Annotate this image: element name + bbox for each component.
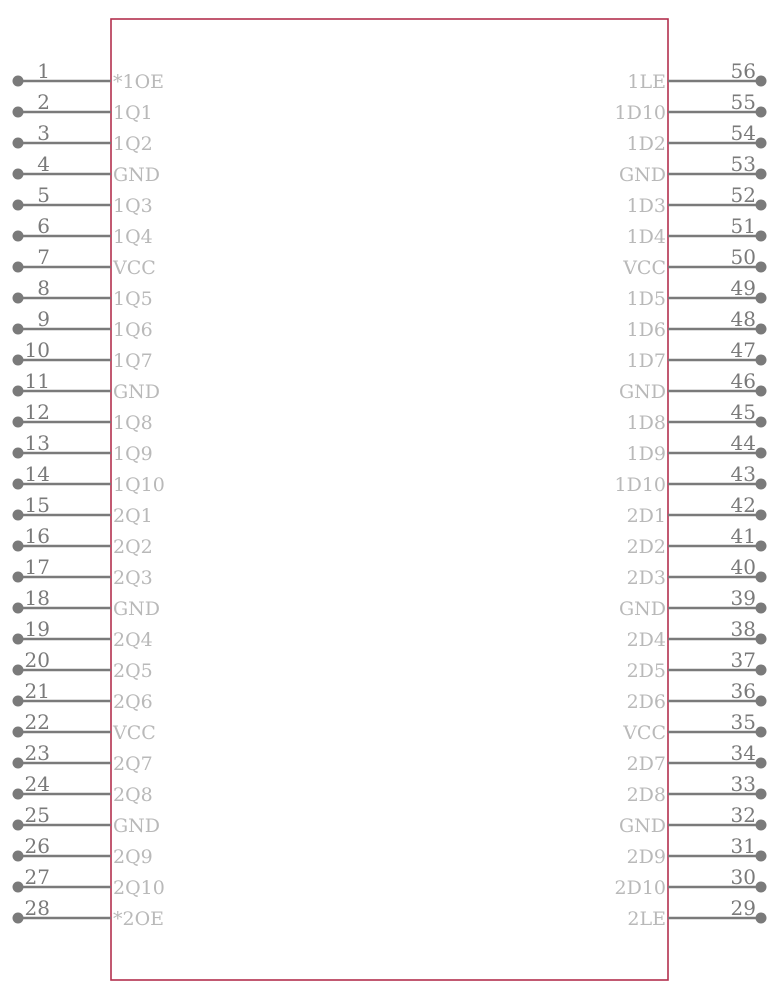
pin-name: GND xyxy=(618,164,666,186)
pin-name: GND xyxy=(113,815,161,837)
pin-33 xyxy=(627,772,767,806)
pin-endpoint xyxy=(13,262,24,273)
pin-endpoint xyxy=(13,789,24,800)
pin-endpoint xyxy=(756,603,767,614)
pin-number: 35 xyxy=(730,710,756,734)
pin-name: 1D6 xyxy=(626,319,666,341)
pin-number: 56 xyxy=(730,59,756,83)
pin-endpoint xyxy=(13,107,24,118)
pin-50 xyxy=(622,245,766,279)
pin-34 xyxy=(627,741,767,775)
pin-endpoint xyxy=(756,231,767,242)
pin-4 xyxy=(13,152,161,186)
pin-number: 17 xyxy=(24,555,50,579)
pin-number: 13 xyxy=(24,431,50,455)
pin-endpoint xyxy=(756,789,767,800)
pin-name: VCC xyxy=(113,257,156,279)
pin-endpoint xyxy=(13,324,24,335)
pin-name: *1OE xyxy=(113,71,165,93)
pin-number: 46 xyxy=(730,369,756,393)
pin-23 xyxy=(13,741,153,775)
pin-endpoint xyxy=(756,169,767,180)
pin-endpoint xyxy=(13,727,24,738)
pin-name: 1D10 xyxy=(614,102,666,124)
pin-number: 53 xyxy=(730,152,756,176)
pin-name: 2D2 xyxy=(626,536,666,558)
pin-number: 8 xyxy=(37,276,50,300)
pin-endpoint xyxy=(756,448,767,459)
pin-endpoint xyxy=(13,138,24,149)
pin-name: 1D5 xyxy=(626,288,666,310)
pin-name: 1Q3 xyxy=(113,195,153,217)
left-pin-group xyxy=(13,59,165,930)
pin-44 xyxy=(627,431,767,465)
pin-name: 1Q5 xyxy=(113,288,153,310)
pin-18 xyxy=(13,586,161,620)
pin-number: 32 xyxy=(730,803,756,827)
pin-name: 2D9 xyxy=(626,846,666,868)
pin-endpoint xyxy=(756,572,767,583)
pin-19 xyxy=(13,617,153,651)
pin-endpoint xyxy=(756,727,767,738)
pin-53 xyxy=(619,152,767,186)
pin-35 xyxy=(622,710,766,744)
pin-endpoint xyxy=(13,417,24,428)
pin-name: 1Q9 xyxy=(113,443,153,465)
pin-number: 21 xyxy=(24,679,50,703)
pin-number: 25 xyxy=(24,803,50,827)
pin-endpoint xyxy=(756,417,767,428)
pin-name: 2D5 xyxy=(626,660,666,682)
pin-number: 26 xyxy=(24,834,50,858)
pin-number: 10 xyxy=(24,338,50,362)
pin-26 xyxy=(13,834,153,868)
pin-name: 1D3 xyxy=(626,195,666,217)
pin-55 xyxy=(615,90,767,124)
pin-number: 4 xyxy=(37,152,50,176)
pin-name: 2Q9 xyxy=(113,846,153,868)
pin-41 xyxy=(627,524,767,558)
pin-number: 41 xyxy=(730,524,756,548)
pin-number: 2 xyxy=(37,90,50,114)
pin-2 xyxy=(13,90,153,124)
pin-endpoint xyxy=(756,913,767,924)
pin-name: VCC xyxy=(113,722,156,744)
pin-number: 12 xyxy=(24,400,50,424)
pin-number: 42 xyxy=(730,493,756,517)
pin-name: 1Q10 xyxy=(113,474,165,496)
pin-name: VCC xyxy=(623,722,666,744)
pin-name: 2Q4 xyxy=(113,629,153,651)
pin-endpoint xyxy=(756,541,767,552)
pin-endpoint xyxy=(756,758,767,769)
pin-39 xyxy=(619,586,767,620)
pin-endpoint xyxy=(13,820,24,831)
pin-endpoint xyxy=(13,913,24,924)
pin-8 xyxy=(13,276,153,310)
pin-32 xyxy=(619,803,767,837)
pin-endpoint xyxy=(756,696,767,707)
pin-endpoint xyxy=(756,510,767,521)
pin-16 xyxy=(13,524,153,558)
pin-name: 2Q10 xyxy=(113,877,165,899)
pin-name: 1D8 xyxy=(626,412,666,434)
pin-11 xyxy=(13,369,161,403)
pin-number: 43 xyxy=(730,462,756,486)
pin-24 xyxy=(13,772,153,806)
pin-36 xyxy=(627,679,767,713)
pin-endpoint xyxy=(756,851,767,862)
pin-name: 1Q1 xyxy=(113,102,153,124)
pin-30 xyxy=(615,865,767,899)
pin-49 xyxy=(627,276,767,310)
pin-name: 1LE xyxy=(627,71,666,93)
pin-10 xyxy=(13,338,153,372)
pin-number: 24 xyxy=(24,772,50,796)
pin-27 xyxy=(13,865,165,899)
pin-17 xyxy=(13,555,153,589)
pin-name: GND xyxy=(618,598,666,620)
pin-6 xyxy=(13,214,153,248)
pin-endpoint xyxy=(756,107,767,118)
pin-46 xyxy=(619,369,767,403)
pin-name: 1D10 xyxy=(614,474,666,496)
pin-name: 1Q4 xyxy=(113,226,153,248)
pin-name: 2LE xyxy=(627,908,666,930)
pin-name: 2D3 xyxy=(626,567,666,589)
pin-number: 54 xyxy=(730,121,756,145)
pin-endpoint xyxy=(756,138,767,149)
pin-number: 22 xyxy=(24,710,50,734)
pin-name: 2Q6 xyxy=(113,691,153,713)
pin-25 xyxy=(13,803,161,837)
pin-name: 2Q2 xyxy=(113,536,153,558)
pin-name: 2Q8 xyxy=(113,784,153,806)
pin-37 xyxy=(627,648,767,682)
pin-name: GND xyxy=(618,815,666,837)
pin-29 xyxy=(627,896,766,930)
pin-name: 2Q7 xyxy=(113,753,153,775)
pin-number: 37 xyxy=(730,648,756,672)
pin-endpoint xyxy=(756,386,767,397)
pin-28 xyxy=(13,896,165,930)
pin-endpoint xyxy=(13,510,24,521)
pin-endpoint xyxy=(756,200,767,211)
pin-56 xyxy=(627,59,766,93)
pin-name: GND xyxy=(618,381,666,403)
pin-14 xyxy=(13,462,165,496)
pin-15 xyxy=(13,493,153,527)
pin-endpoint xyxy=(13,603,24,614)
pin-number: 33 xyxy=(730,772,756,796)
pin-number: 40 xyxy=(730,555,756,579)
pin-42 xyxy=(627,493,767,527)
pin-number: 9 xyxy=(37,307,50,331)
pin-endpoint xyxy=(13,76,24,87)
pin-endpoint xyxy=(756,820,767,831)
pin-52 xyxy=(627,183,767,217)
pin-22 xyxy=(13,710,156,744)
pin-38 xyxy=(627,617,767,651)
pin-endpoint xyxy=(13,200,24,211)
pin-47 xyxy=(627,338,767,372)
pin-51 xyxy=(627,214,767,248)
pin-endpoint xyxy=(13,758,24,769)
pin-1 xyxy=(13,59,165,93)
pin-endpoint xyxy=(13,479,24,490)
pin-endpoint xyxy=(756,293,767,304)
pin-number: 14 xyxy=(24,462,50,486)
pin-3 xyxy=(13,121,153,155)
pin-name: 1D2 xyxy=(626,133,666,155)
pin-number: 3 xyxy=(37,121,50,145)
pin-40 xyxy=(627,555,767,589)
pin-name: VCC xyxy=(623,257,666,279)
pin-5 xyxy=(13,183,153,217)
ic-body-outline xyxy=(111,19,668,980)
pin-number: 49 xyxy=(730,276,756,300)
pin-number: 38 xyxy=(730,617,756,641)
pin-name: 1Q6 xyxy=(113,319,153,341)
pin-number: 29 xyxy=(730,896,756,920)
pin-number: 51 xyxy=(730,214,756,238)
pin-name: 1Q7 xyxy=(113,350,153,372)
pin-number: 34 xyxy=(730,741,756,765)
pin-name: *2OE xyxy=(113,908,165,930)
pin-number: 31 xyxy=(730,834,756,858)
pin-name: 1D9 xyxy=(626,443,666,465)
pin-endpoint xyxy=(13,634,24,645)
pin-54 xyxy=(627,121,767,155)
pin-number: 5 xyxy=(37,183,50,207)
pin-endpoint xyxy=(13,696,24,707)
pin-number: 19 xyxy=(24,617,50,641)
pin-7 xyxy=(13,245,156,279)
pin-endpoint xyxy=(13,355,24,366)
pin-name: 2D8 xyxy=(626,784,666,806)
pin-number: 45 xyxy=(730,400,756,424)
pin-number: 23 xyxy=(24,741,50,765)
pin-name: 2D4 xyxy=(626,629,666,651)
pin-number: 30 xyxy=(730,865,756,889)
pin-name: 1D7 xyxy=(626,350,666,372)
pin-endpoint xyxy=(13,169,24,180)
pin-name: 2Q5 xyxy=(113,660,153,682)
pin-name: 2D1 xyxy=(626,505,666,527)
pin-endpoint xyxy=(756,262,767,273)
pin-endpoint xyxy=(13,293,24,304)
pin-43 xyxy=(615,462,767,496)
pin-number: 50 xyxy=(730,245,756,269)
pin-endpoint xyxy=(13,572,24,583)
pin-endpoint xyxy=(756,634,767,645)
pin-name: 2Q3 xyxy=(113,567,153,589)
pin-endpoint xyxy=(13,231,24,242)
pin-endpoint xyxy=(13,541,24,552)
pin-name: GND xyxy=(113,598,161,620)
pin-endpoint xyxy=(756,665,767,676)
pin-name: 2D6 xyxy=(626,691,666,713)
right-pin-group xyxy=(615,59,767,930)
pin-number: 15 xyxy=(24,493,50,517)
pin-endpoint xyxy=(13,386,24,397)
pin-name: 2Q1 xyxy=(113,505,153,527)
pin-endpoint xyxy=(756,355,767,366)
pin-name: 2D7 xyxy=(626,753,666,775)
pin-12 xyxy=(13,400,153,434)
pin-number: 44 xyxy=(730,431,756,455)
pin-number: 6 xyxy=(37,214,50,238)
pin-name: 1Q2 xyxy=(113,133,153,155)
pin-name: 2D10 xyxy=(614,877,666,899)
pin-number: 7 xyxy=(37,245,50,269)
pin-number: 36 xyxy=(730,679,756,703)
pin-endpoint xyxy=(756,324,767,335)
pin-number: 47 xyxy=(730,338,756,362)
pin-endpoint xyxy=(756,882,767,893)
pin-number: 18 xyxy=(24,586,50,610)
pin-endpoint xyxy=(13,448,24,459)
pin-endpoint xyxy=(756,479,767,490)
pin-name: 1D4 xyxy=(626,226,666,248)
pin-number: 1 xyxy=(37,59,50,83)
pin-endpoint xyxy=(13,665,24,676)
pin-endpoint xyxy=(13,851,24,862)
pin-number: 55 xyxy=(730,90,756,114)
pin-number: 27 xyxy=(24,865,50,889)
pin-name: 1Q8 xyxy=(113,412,153,434)
pin-20 xyxy=(13,648,153,682)
pin-number: 11 xyxy=(24,369,50,393)
pin-21 xyxy=(13,679,153,713)
pin-endpoint xyxy=(756,76,767,87)
pin-endpoint xyxy=(13,882,24,893)
pin-number: 52 xyxy=(730,183,756,207)
pin-45 xyxy=(627,400,767,434)
pin-number: 48 xyxy=(730,307,756,331)
pin-number: 20 xyxy=(24,648,50,672)
pin-number: 39 xyxy=(730,586,756,610)
pin-48 xyxy=(627,307,767,341)
pin-31 xyxy=(627,834,767,868)
pin-9 xyxy=(13,307,153,341)
pin-number: 16 xyxy=(24,524,50,548)
pin-name: GND xyxy=(113,381,161,403)
pin-name: GND xyxy=(113,164,161,186)
pin-number: 28 xyxy=(24,896,50,920)
pin-13 xyxy=(13,431,153,465)
